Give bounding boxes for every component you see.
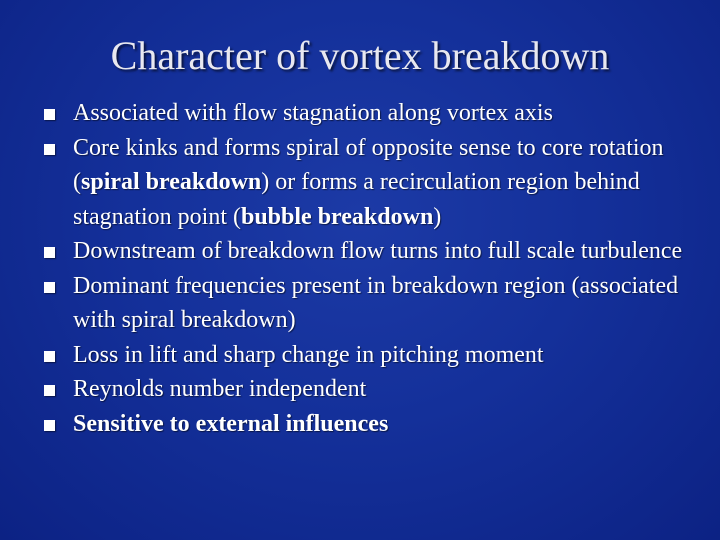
- bullet-item: [44, 96, 704, 131]
- bullet-text-part: Core kinks and forms spiral of opposite sense to core rotation (: [73, 134, 664, 195]
- bullet-text: Downstream of breakdown flow turns into full scale turbulence: [73, 238, 683, 264]
- bullet-text: Dominant frequencies present in breakdown region (associated with spiral breakdown): [73, 272, 679, 333]
- bullet-emphasis: spiral breakdown: [81, 169, 262, 195]
- bullet-emphasis: bubble breakdown: [240, 203, 434, 230]
- square-bullet-icon: [44, 351, 55, 362]
- square-bullet-icon: [44, 385, 55, 396]
- slide-title: Character of vortex breakdown: [110, 33, 610, 78]
- bullet-text: Sensitive to external influences: [73, 410, 389, 437]
- bullet-item: [44, 131, 704, 235]
- square-bullet-icon: [44, 282, 55, 293]
- square-bullet-icon: [44, 144, 55, 155]
- bullet-item: [44, 338, 704, 373]
- square-bullet-icon: [44, 109, 55, 120]
- bullet-item: [44, 372, 704, 407]
- bullet-item: [44, 234, 704, 269]
- square-bullet-icon: [44, 420, 55, 431]
- bullet-text: Reynolds number independent: [73, 376, 367, 402]
- bullet-text: Associated with flow stagnation along vortex axis: [73, 100, 553, 126]
- bullet-text-part: ) or forms a recirculation region behind stagnation point (: [73, 169, 640, 230]
- bullet-list: [44, 96, 704, 441]
- bullet-item: [44, 407, 704, 442]
- square-bullet-icon: [44, 247, 55, 258]
- bullet-text-part: ): [433, 203, 442, 230]
- bullet-item: [44, 269, 704, 338]
- bullet-text: Loss in lift and sharp change in pitching moment: [73, 341, 544, 368]
